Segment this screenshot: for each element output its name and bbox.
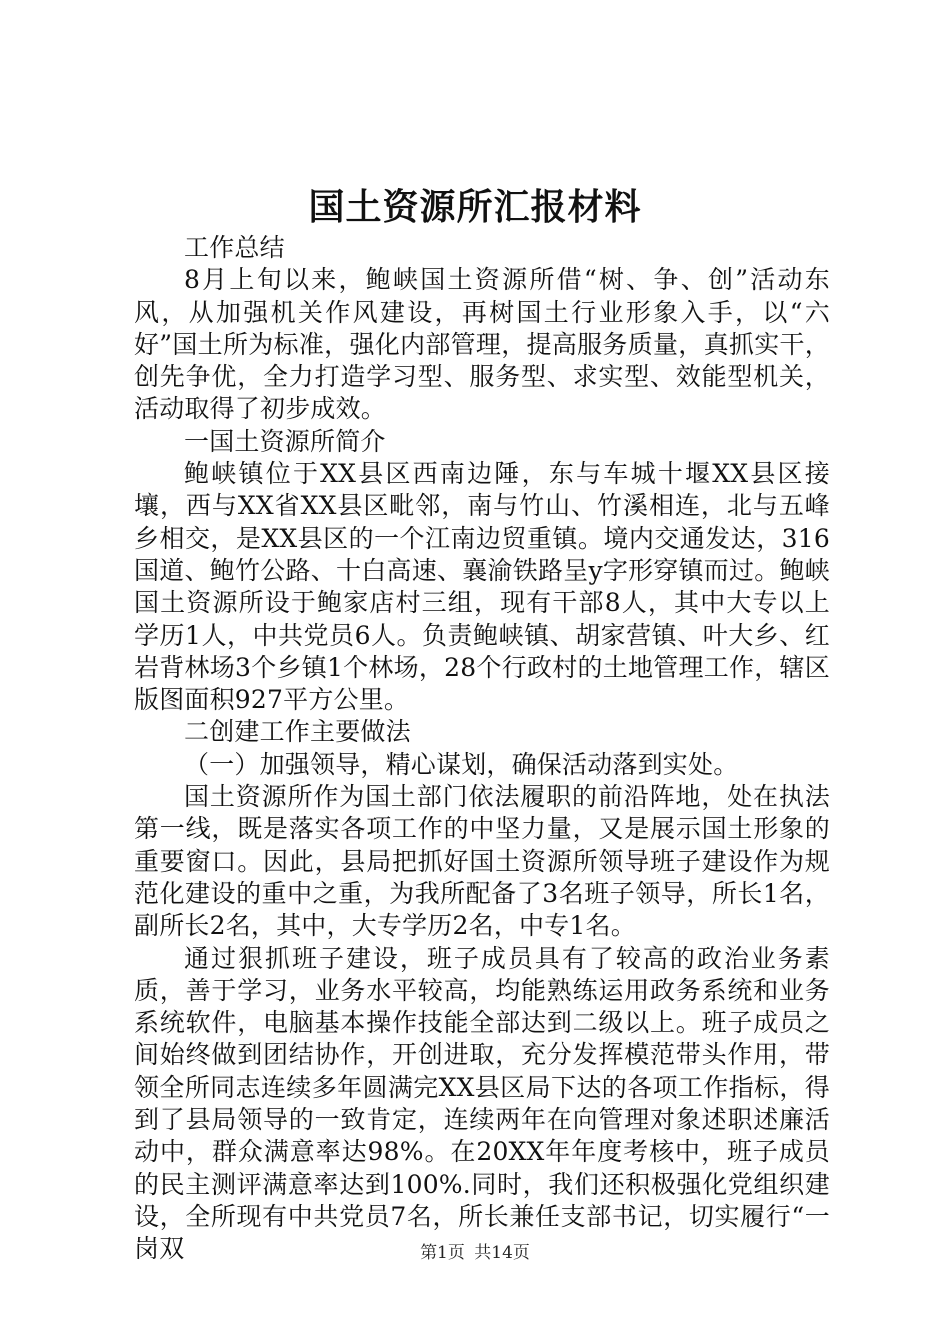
team-building-paragraph: 通过狠抓班子建设，班子成员具有了较高的政治业务素质，善于学习，业务水平较高，均能熟练运用政务系统和业务系统软件，电脑基本操作技能全部达到二级以上。班子成员之间始终做到团结协作，开创进取，充分发挥模范带头作用，带领全所同志连续多年圆满完XX县区局下达的各项工作指标，得到了县局领导的一致肯定，连续两年在向管理对象述职述廉活动中，群众满意率达98%。在20XX年年度考核中，班子成员的民主测评满意率达到100%.同时，我们还积极强化党组织建设，全所现有中共党员7名，所长兼任支部书记，切实履行“一岗双 — [134, 943, 830, 1264]
document-title: 国土资源所汇报材料 — [308, 186, 642, 228]
leadership-paragraph: 国土资源所作为国土部门依法履职的前沿阵地，处在执法第一线，既是落实各项工作的中坚力量，又是展示国土形象的重要窗口。因此，县局把抓好国土资源所领导班子建设作为规范化建设的重中之重，为我所配备了3名班子领导，所长1名，副所长2名，其中，大专学历2名，中专1名。 — [134, 782, 830, 941]
document-body — [134, 232, 830, 1266]
page-number: 第1页 — [420, 1243, 465, 1263]
page-footer — [0, 1241, 950, 1265]
section-label-work-summary: 工作总结 — [184, 233, 285, 262]
subsection-heading-leadership: （一）加强领导，精心谋划，确保活动落到实处。 — [184, 749, 739, 779]
page-total: 共14页 — [474, 1243, 530, 1263]
section-heading-methods: 二创建工作主要做法 — [184, 717, 411, 747]
intro-paragraph: 8月上旬以来，鲍峡国土资源所借“树、争、创”活动东风，从加强机关作风建设，再树国土行业形象入手，以“六好”国土所为标准，强化内部管理，提高服务质量，真抓实干，创先争优，全力打造学习型、服务型、求实型、效能型机关，活动取得了初步成效。 — [134, 265, 830, 424]
overview-paragraph: 鲍峡镇位于XX县区西南边陲，东与车城十堰XX县区接壤，西与XX省XX县区毗邻，南与竹山、竹溪相连，北与五峰乡相交，是XX县区的一个江南边贸重镇。境内交通发达，316国道、鲍竹公路、十白高速、襄渝铁路呈y字形穿镇而过。鲍峡国土资源所设于鲍家店村三组，现有干部8人，其中大专以上学历1人，中共党员6人。负责鲍峡镇、胡家营镇、叶大乡、红岩背林场3个乡镇1个林场，28个行政村的土地管理工作，辖区版图面积927平方公里。 — [134, 459, 830, 715]
section-heading-overview: 一国土资源所简介 — [184, 426, 386, 456]
